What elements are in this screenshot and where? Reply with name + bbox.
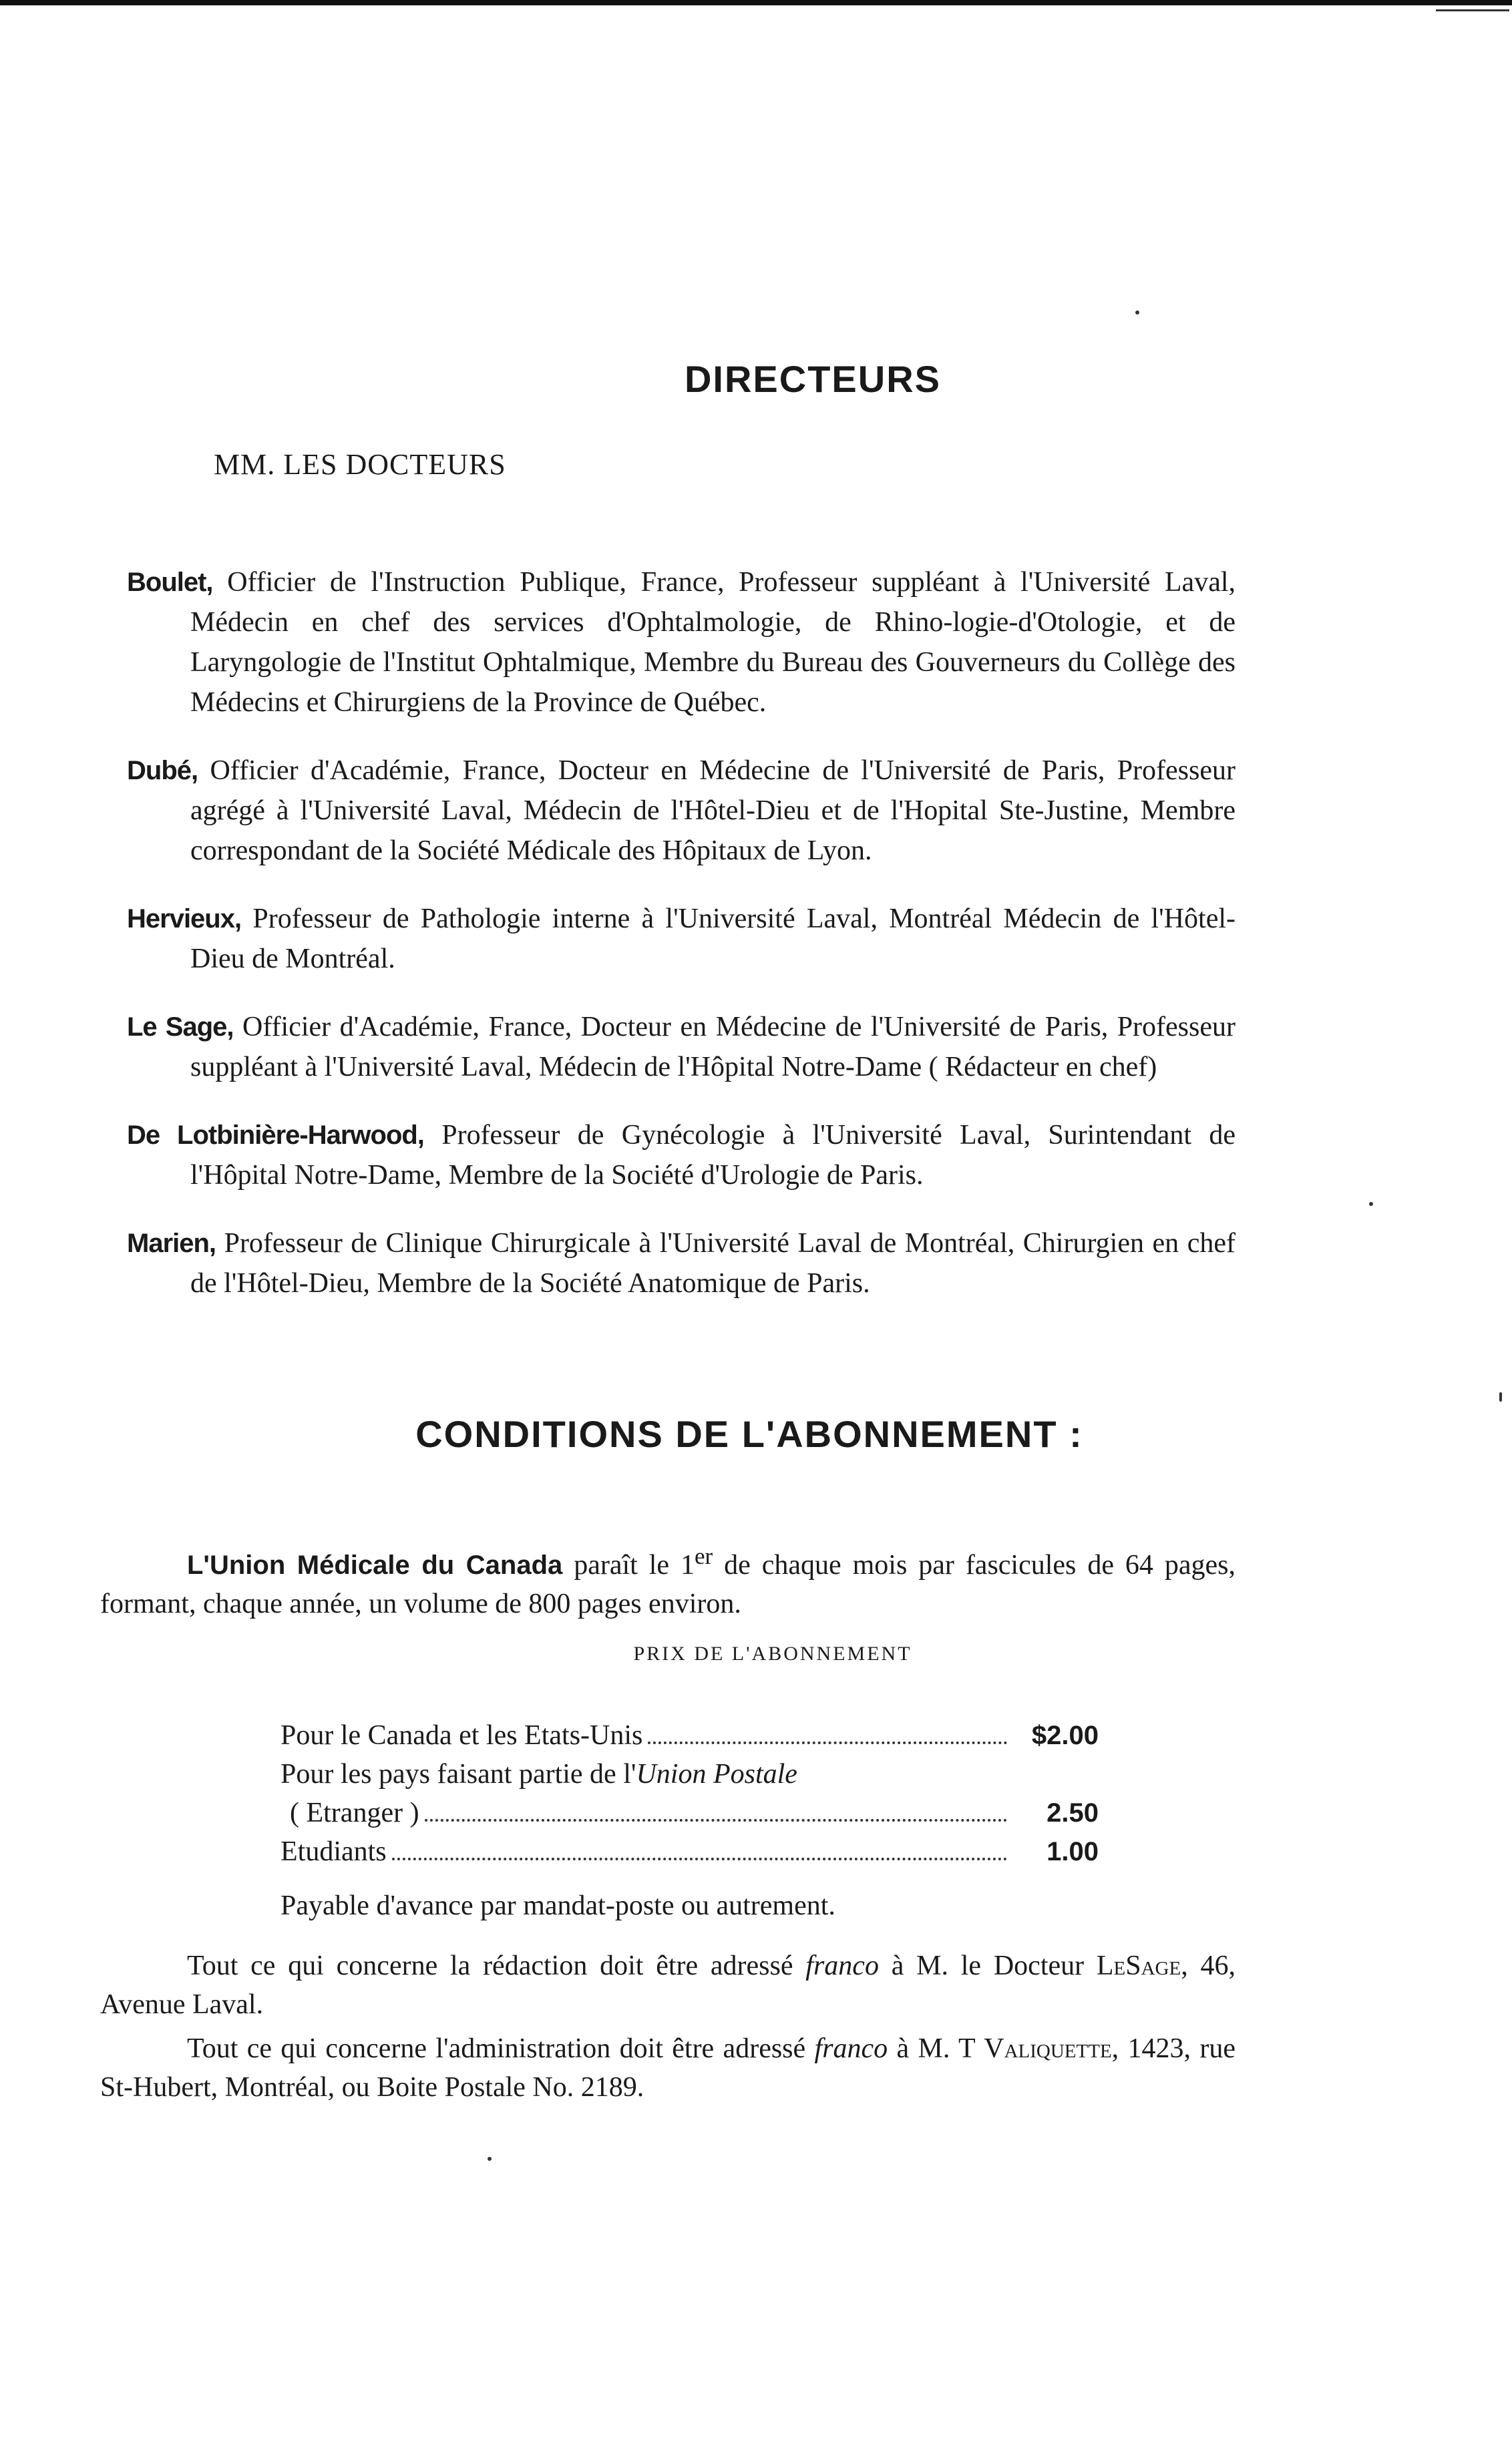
scan-speck: [1135, 311, 1139, 315]
journal-name: L'Union Médicale du Canada: [187, 1551, 563, 1580]
price-table: [280, 1716, 1099, 1871]
director-name: Boulet,: [127, 568, 213, 597]
admin-contact: Tout ce qui concerne l'administration doit être adressé franco à M. T Valiquette, 1423, rue St-Hubert, Montréal, ou Boite Postale No. 2189.: [100, 2033, 1236, 2103]
director-description: Officier d'Académie, France, Docteur en Médecine de l'Université de Paris, Professeur agrégé à l'Université Laval, Médecin de l'Hôtel-Dieu et de l'Hopital Ste-Justine, Membre correspondant de la Société Médicale des Hôpitaux de Lyon.: [190, 755, 1236, 866]
payment-note: Payable d'avance par mandat-poste ou autrement.: [280, 1890, 835, 1921]
director-description: Professeur de Clinique Chirurgicale à l'Université Laval de Montréal, Chirurgien en chef de l'Hôtel-Dieu, Membre de la Société Anatomique de Paris.: [190, 1228, 1236, 1299]
director-name: Marien,: [127, 1229, 216, 1258]
intro-line: MM. LES DOCTEURS: [214, 448, 506, 481]
director-name: Hervieux,: [127, 904, 242, 934]
director-description: Professeur de Gynécologie à l'Université Laval, Surintendant de l'Hôpital Notre-Dame, Membre de la Société d'Urologie de Paris.: [190, 1120, 1236, 1191]
leader-dots: [392, 1858, 1007, 1860]
director-entry: [127, 1223, 1236, 1303]
director-entry: [127, 562, 1236, 723]
scan-speck: [488, 2157, 492, 2161]
director-name: De Lotbinière-Harwood,: [127, 1120, 424, 1150]
page-title: DIRECTEURS: [684, 358, 942, 400]
redaction-name: LeSage: [1096, 1950, 1181, 1981]
scan-speck: [1369, 1202, 1373, 1206]
leader-dots: [648, 1741, 1007, 1744]
price-label: ( Etranger ): [290, 1798, 419, 1828]
director-entry: [127, 899, 1236, 979]
conditions-paragraph: L'Union Médicale du Canada paraît le 1er de chaque mois par fascicules de 64 pages, formant, chaque année, un volume de 800 pages environ.: [100, 1543, 1236, 1619]
director-description: Professeur de Pathologie interne à l'Université Laval, Montréal Médecin de l'Hôtel-Dieu de Montréal.: [190, 903, 1236, 974]
director-description: Officier d'Académie, France, Docteur en Médecine de l'Université de Paris, Professeur suppléant à l'Université Laval, Médecin de l'Hôpital Notre-Dame ( Rédacteur en chef): [190, 1012, 1236, 1082]
leader-dots: [425, 1819, 1007, 1822]
price-label: Etudiants: [280, 1836, 387, 1867]
price-value: 1.00: [1047, 1837, 1099, 1866]
top-border-rule: [0, 0, 1512, 5]
price-value: 2.50: [1047, 1798, 1099, 1828]
ordinal-superscript: er: [695, 1543, 713, 1569]
top-border-fragment: [1436, 9, 1509, 11]
director-name: Le Sage,: [127, 1012, 234, 1042]
directors-list: [127, 534, 1236, 1318]
scan-speck: [1499, 1392, 1502, 1402]
union-postale-italic: Union Postale: [636, 1759, 797, 1790]
director-description: Officier de l'Instruction Publique, France, Professeur suppléant à l'Université Laval, Médecin en chef des services d'Ophtalmologie, de Rhino-logie-d'Otologie, et de Laryngologie de l'Institut Ophtalmique, Membre du Bureau des Gouverneurs du Collège des Médecins et Chirurgiens de la Province de Québec.: [190, 567, 1236, 718]
admin-name: Valiquette: [984, 2033, 1112, 2064]
director-entry: [127, 751, 1236, 871]
price-heading: PRIX DE L'ABONNEMENT: [633, 1643, 912, 1665]
price-label: Pour le Canada et les Etats-Unis: [280, 1720, 643, 1751]
price-row: [280, 1832, 1099, 1871]
director-entry: [127, 1007, 1236, 1087]
price-row: [280, 1794, 1099, 1832]
director-name: Dubé,: [127, 756, 198, 785]
price-value: $2.00: [1031, 1721, 1099, 1750]
conditions-title: CONDITIONS DE L'ABONNEMENT :: [415, 1413, 1083, 1455]
director-entry: [127, 1115, 1236, 1195]
price-label: Pour les pays faisant partie de l'Union Postale: [280, 1759, 797, 1790]
contact-block: [100, 1946, 1236, 2107]
redaction-contact: Tout ce qui concerne la rédaction doit être adressé franco à M. le Docteur LeSage, 46, Avenue Laval.: [100, 1950, 1236, 2020]
price-row: [280, 1755, 1099, 1794]
price-row: [280, 1716, 1099, 1755]
